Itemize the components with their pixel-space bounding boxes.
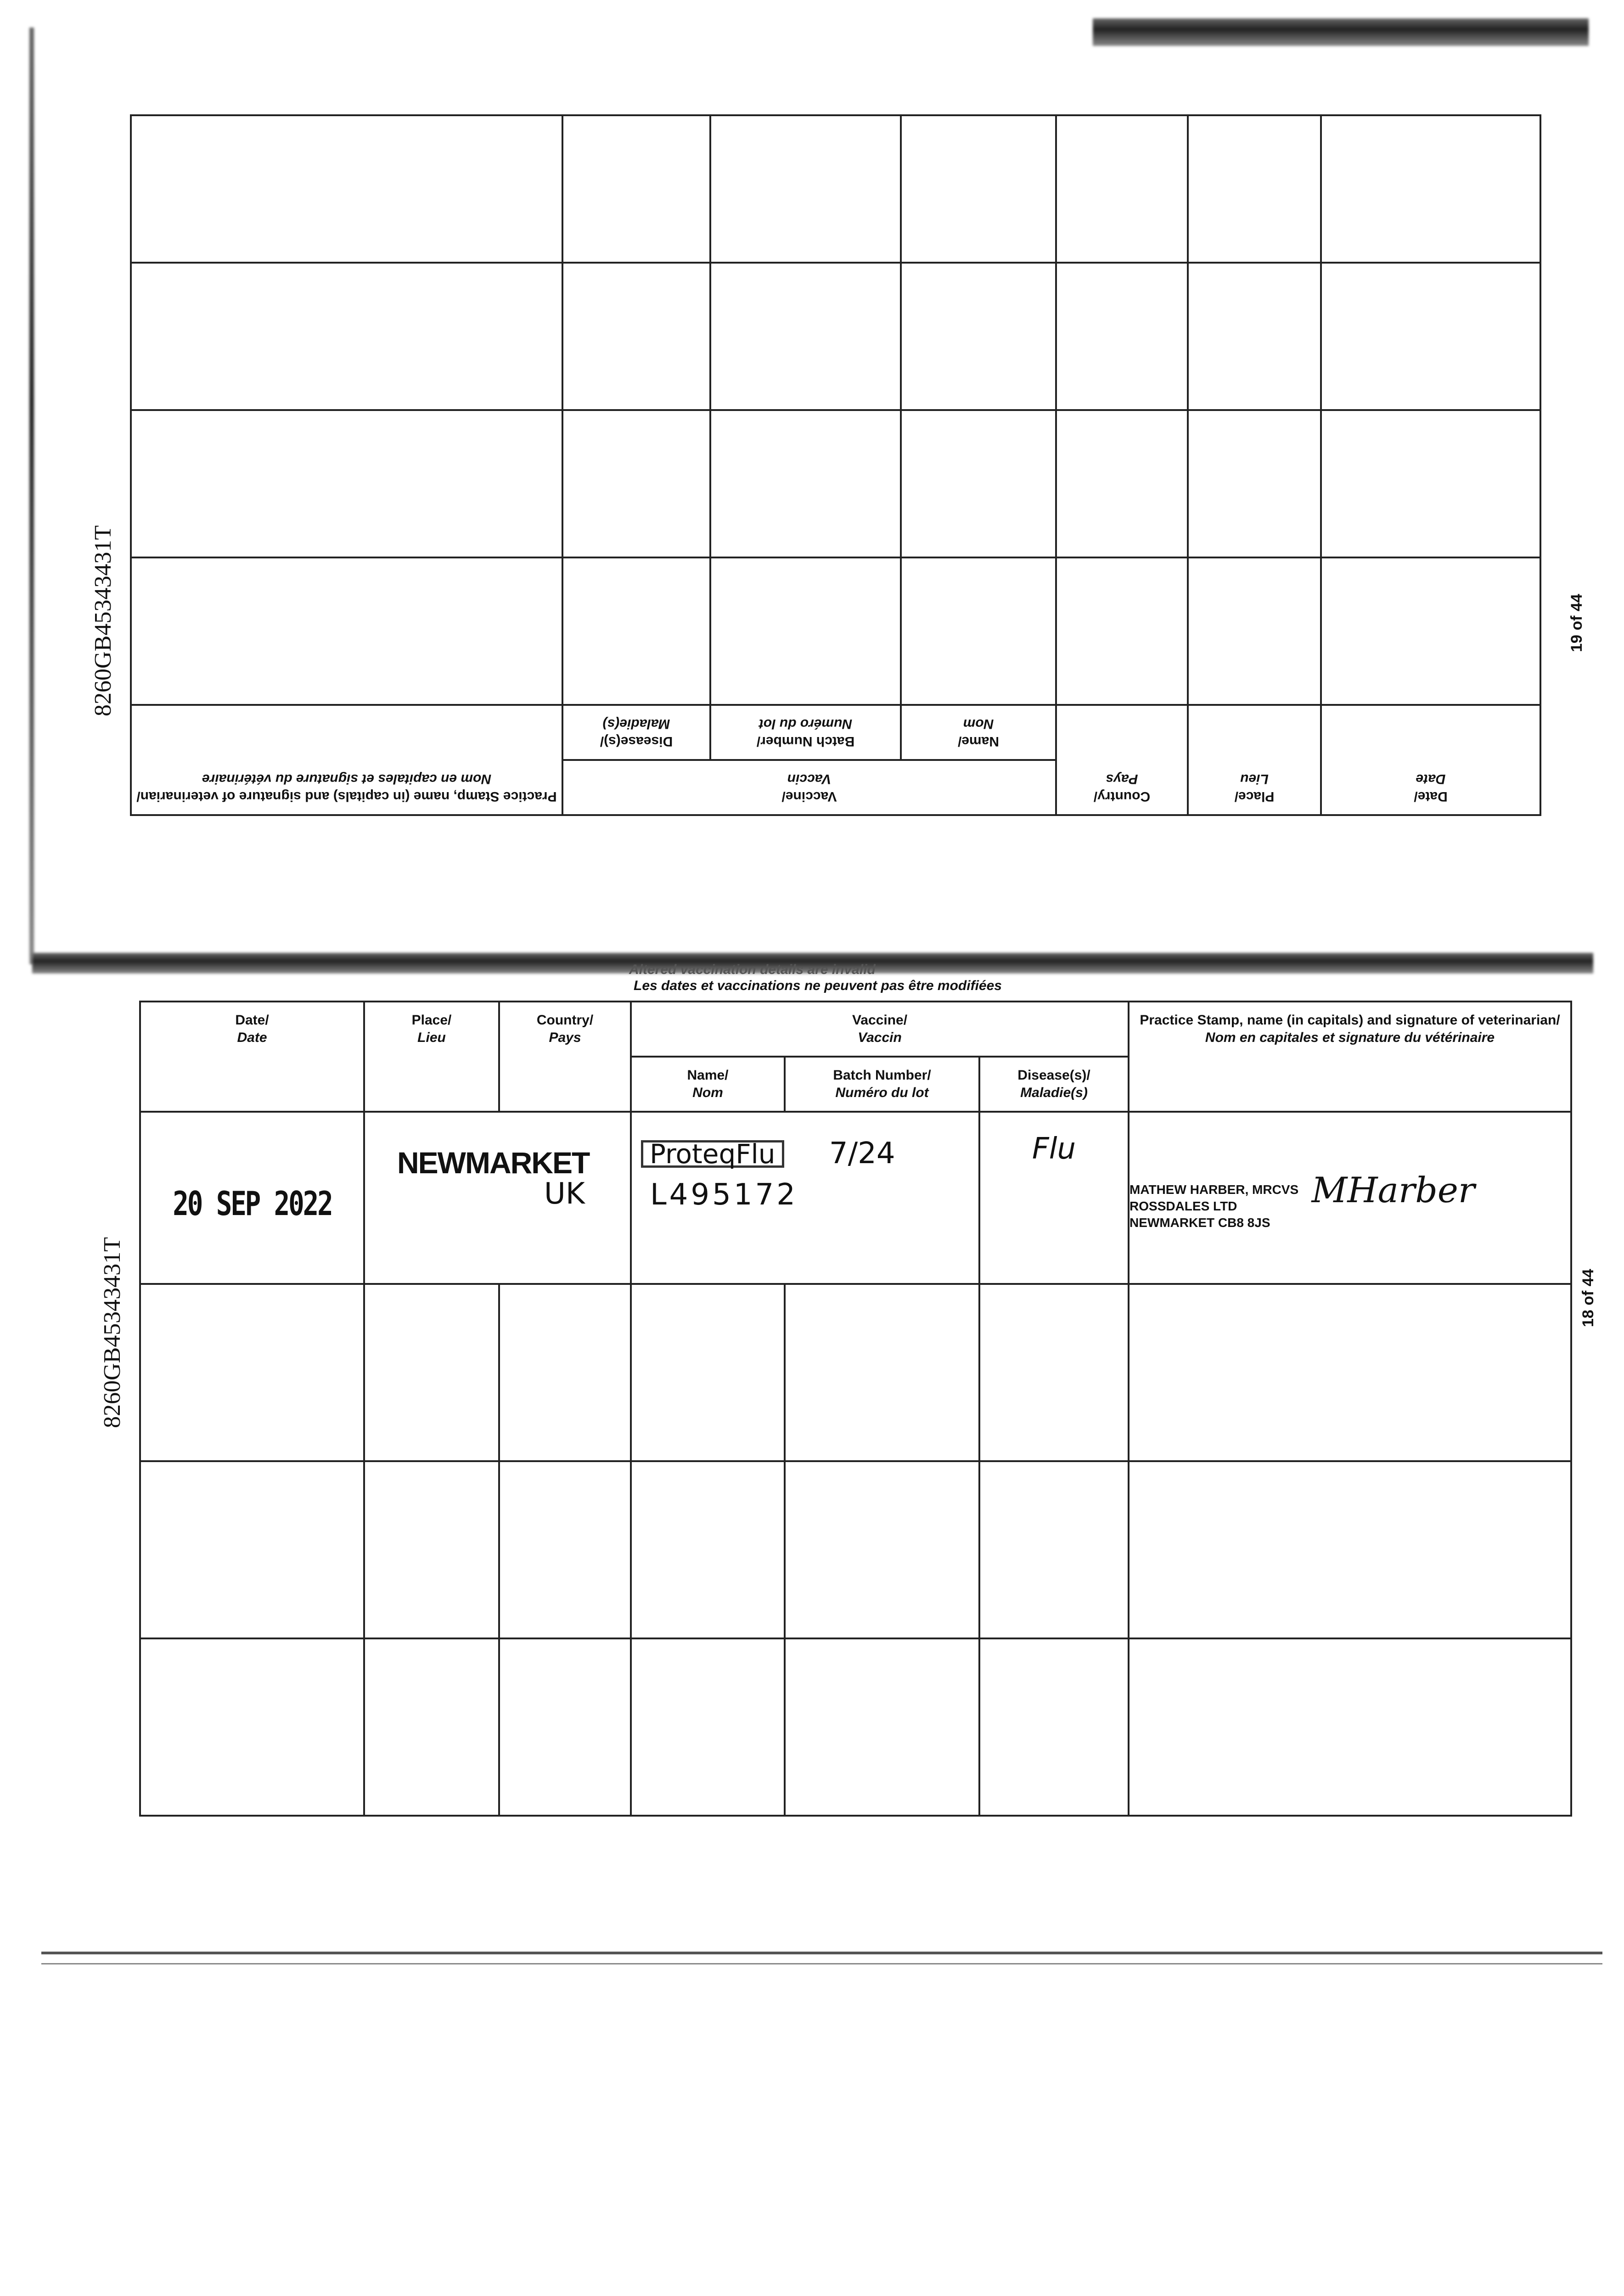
table-row xyxy=(140,1638,1571,1816)
page-number-top: 19 of 44 xyxy=(1568,594,1585,652)
header-country: Country/ Pays xyxy=(499,1002,631,1112)
scan-shadow xyxy=(1093,18,1589,46)
entry-place: NEWMARKET xyxy=(397,1146,590,1180)
header-vaccine: Vaccine/ Vaccin xyxy=(562,760,1056,815)
header-vet: Practice Stamp, name (in capitals) and signature of veterinarian/ Nom en capitales et signature du vétérinaire xyxy=(131,705,562,815)
table-row xyxy=(140,1112,1571,1284)
header-disease: Disease(s)/ Maladie(s) xyxy=(562,705,710,760)
header-name: Name/ Nom xyxy=(901,705,1056,760)
document-id-top: 8260GB45343431T xyxy=(90,525,116,716)
entry-batch-expiry: 7/24 xyxy=(829,1137,895,1171)
table-row xyxy=(131,410,1540,557)
document-id-bottom: 8260GB45343431T xyxy=(99,1237,125,1428)
scan-edge-line xyxy=(41,1963,1602,1964)
vaccination-table-page-18 xyxy=(139,1001,1572,1817)
header-place: Place/ Lieu xyxy=(1188,705,1321,815)
scan-edge xyxy=(29,28,34,964)
header-name: Name/ Nom xyxy=(631,1057,785,1112)
header-vet: Practice Stamp, name (in capitals) and signature of veterinarian/ Nom en capitales et signature du vétérinaire xyxy=(1129,1002,1571,1112)
vaccination-table-page-19 xyxy=(132,114,1541,816)
table-row xyxy=(131,557,1540,705)
entry-vaccine-name: ProteqFlu xyxy=(641,1140,784,1168)
header-place: Place/ Lieu xyxy=(364,1002,499,1112)
header-date: Date/ Date xyxy=(1321,705,1540,815)
header-disease: Disease(s)/ Maladie(s) xyxy=(979,1057,1129,1112)
header-date: Date/ Date xyxy=(140,1002,364,1112)
table-row xyxy=(140,1461,1571,1638)
notice-fr: Les dates et vaccinations ne peuvent pas être modifiées xyxy=(634,978,1002,993)
header-vaccine: Vaccine/ Vaccin xyxy=(631,1002,1129,1057)
header-batch: Batch Number/ Numéro du lot xyxy=(710,705,901,760)
table-row xyxy=(131,263,1540,410)
vet-signature: MHarber xyxy=(1311,1170,1475,1210)
table-row xyxy=(140,1284,1571,1461)
notice-en: Altered vaccination details are invalid xyxy=(629,962,876,977)
table-row xyxy=(131,115,1540,263)
entry-country: UK xyxy=(544,1177,585,1211)
scan-edge-line xyxy=(41,1952,1602,1954)
entry-date: 20 SEP 2022 xyxy=(140,1112,364,1284)
entry-vet-stamp: MATHEW HARBER, MRCVS ROSSDALES LTD NEWMARKET CB8 8JS MHarber xyxy=(1129,1112,1571,1284)
header-country: Country/ Pays xyxy=(1056,705,1188,815)
entry-batch-number: L495172 xyxy=(650,1178,798,1212)
header-batch: Batch Number/ Numéro du lot xyxy=(785,1057,979,1112)
page-number-bottom: 18 of 44 xyxy=(1579,1269,1597,1327)
entry-disease: Flu xyxy=(1032,1132,1076,1166)
